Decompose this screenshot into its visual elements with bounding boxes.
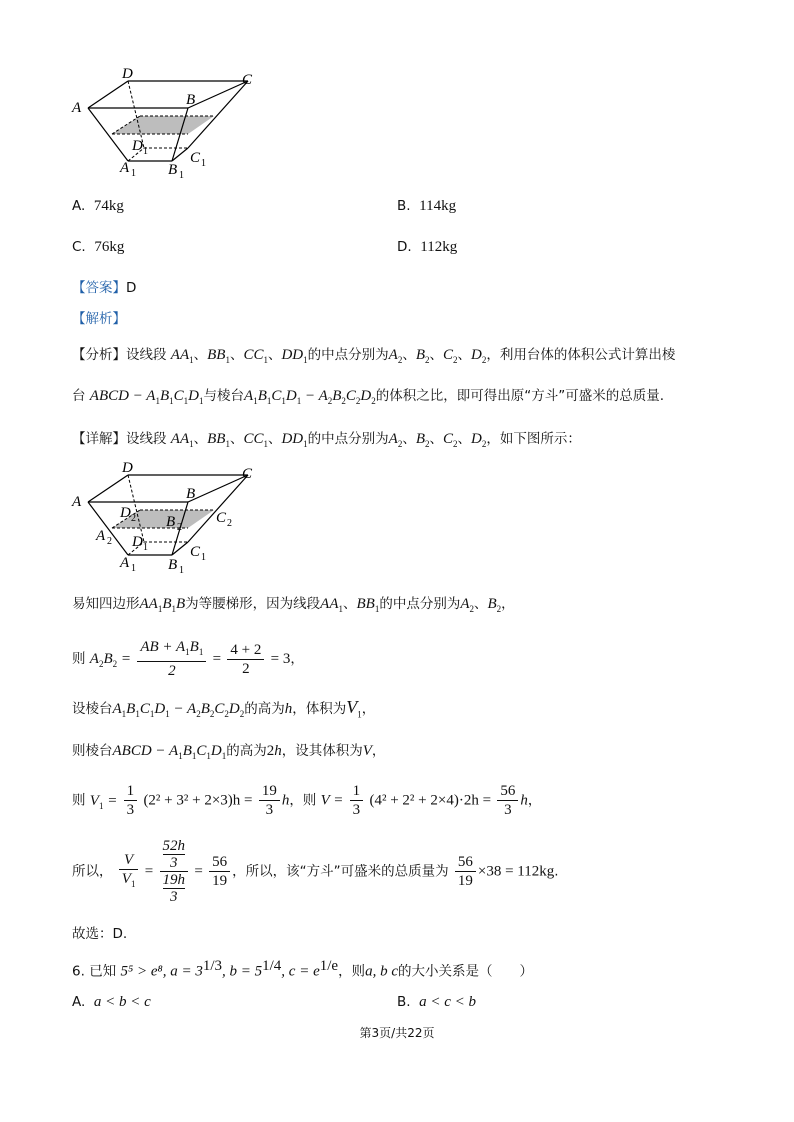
option-c-text: 76kg [94, 239, 125, 255]
option-a[interactable] [72, 198, 124, 215]
xj-sep-1: 、 [193, 431, 208, 447]
q6-text-3: 的大小关系是（ ） [397, 963, 533, 980]
body-text-13: 所以， [72, 863, 113, 880]
body-text-9: 的高为 [226, 743, 267, 759]
f2-label-D2: D [120, 505, 131, 521]
f2-label-C: C [242, 466, 253, 482]
f2-label-A2: A [96, 528, 106, 544]
f2-label-A2-sub: 2 [107, 536, 112, 547]
body-line-4: 则棱台ABCD − $A_1B_1C_1D_1$的高为2h，设其体积为V， [72, 743, 386, 761]
f2-label-B1-sub: 1 [179, 565, 184, 576]
q6-condition: 5⁵ > e⁸, a = 3 [120, 963, 203, 980]
label-D1-sub: 1 [143, 146, 148, 157]
answer-line [72, 276, 136, 296]
fenxi-line-1: 【分析】设线段 $AA_1$、$BB_1$、$CC_1$、$DD_1$的中点分别为$A_2$、$B_2$、$C_2$、$D_2$，利用台体的体积公式计算出棱 [72, 347, 676, 365]
ratio-num-bottom: 3 [170, 855, 178, 871]
option-d[interactable] [397, 239, 457, 256]
body-line-1: 易知四边形$AA_1B_1B$为等腰梯形，因为线段$AA_1$、$BB_1$的中点分别为$A_2$、$B_2$， [72, 596, 515, 614]
v-result-den: 3 [504, 802, 512, 818]
question-6: 6. 已知 5⁵ > e⁸, $a = 3^{1/3}$, $b = 5^{1/4}$, $c = e^{1/e}$，则a, b c的大小关系是（ ） [72, 958, 533, 980]
frac-42-den: 2 [242, 660, 250, 677]
f2-label-D1-sub: 1 [143, 542, 148, 553]
label-A: A [72, 100, 82, 116]
f2-label-D1: D [132, 534, 143, 550]
fenxi-text-1: 设线段 [126, 347, 167, 363]
xj-sep-6: 、 [457, 431, 471, 447]
body-line-6: 所以， $\frac{V}{V_1}$ = 52h 3 19h 3 = $\frac{56}{19}$ ，所以，该“方斗”可盛米的总质量为 $\frac{56}{19}$ ×38 = 112kg. [72, 838, 559, 905]
q6-text-1: 已知 [89, 963, 117, 980]
v1-result-den: 3 [265, 802, 274, 818]
f2-label-B: B [186, 486, 196, 502]
fenxi-text-6: 的体积之比，即可得出原“方斗”可盛米的总质量. [375, 388, 665, 404]
a2b2-result: = 3 [270, 651, 291, 667]
answer-value: D [126, 280, 137, 296]
fenxi-text-3: ，利用台体的体积公式计算出棱 [486, 347, 676, 363]
q6-option-a-text: a < b < c [93, 994, 151, 1010]
frac-ab-den: 2 [168, 663, 176, 679]
mid-section-shading [112, 116, 214, 134]
f2-label-A1: A [120, 555, 130, 571]
fenxi-text-5: 与棱台 [203, 388, 245, 404]
xj-sep-2: 、 [229, 431, 244, 447]
label-B1: B [168, 162, 178, 178]
xiangjie-text-1: 设线段 [126, 431, 167, 447]
q6-vars: a, b c [365, 963, 398, 980]
ratio-result-den: 19 [212, 873, 228, 889]
body-text-1: 易知四边形 [72, 596, 140, 612]
ratio-result-num: 56 [209, 853, 230, 872]
ratio-den-bottom: 3 [170, 889, 178, 905]
v1-expression: (2² + 3² + 2×3)h = [143, 792, 253, 809]
body-line-3: 设棱台$A_1B_1C_1D_1 - A_2B_2C_2D_2$的高为h，体积为$V_1$， [72, 697, 376, 720]
option-c-letter: C. [72, 239, 86, 255]
option-d-letter: D. [397, 239, 412, 255]
analysis-tag: 【解析】 [72, 311, 126, 327]
body-text-2: 为等腰梯形，因为线段 [185, 596, 321, 612]
f2-label-C1-sub: 1 [201, 552, 206, 563]
label-A1-sub: 1 [131, 168, 136, 179]
option-b[interactable] [397, 198, 456, 215]
body-sep-1: 、 [343, 596, 357, 612]
v-expression: (4² + 2² + 2×4)·2h = [369, 792, 492, 809]
xiangjie-text-2: 的中点分别为 [307, 431, 389, 447]
frustum-figure-1 [68, 66, 268, 186]
fenxi-sep-4: 、 [402, 347, 416, 363]
body-text-14: ，所以，该“方斗”可盛米的总质量为 [232, 863, 449, 880]
fenxi-sep-1: 、 [193, 347, 208, 363]
label-B1-sub: 1 [179, 170, 184, 181]
body-text-10: ，设其体积为 [281, 743, 363, 759]
fenxi-sep-6: 、 [457, 347, 471, 363]
xiangjie-text-3: ，如下图所示： [486, 431, 581, 447]
option-c[interactable] [72, 239, 124, 256]
f2-label-C1: C [190, 544, 201, 560]
body-text-3: 的中点分别为 [379, 596, 461, 612]
label-D1: D [132, 138, 143, 154]
frustum-figure-2 [68, 460, 268, 576]
fenxi-tag: 【分析】 [72, 347, 126, 363]
xiangjie-tag: 【详解】 [72, 431, 126, 447]
mass-frac-num: 56 [455, 853, 476, 872]
q6-option-a[interactable] [72, 994, 151, 1011]
q6-option-b-text: a < c < b [419, 994, 477, 1010]
f2-label-D: D [122, 460, 133, 476]
mass-frac-den: 19 [457, 873, 473, 889]
fenxi-sep-5: 、 [429, 347, 443, 363]
body-text-12: ，则 [289, 792, 317, 809]
body-line-2: 则 $A_2B_2$ = $\frac{AB + A_1B_1}{2}$ = $\frac{4 + 2}{2}$ = 3， [72, 639, 304, 679]
fenxi-sep-2: 、 [229, 347, 244, 363]
f2-label-C2-sub: 2 [227, 518, 232, 529]
f2-label-C2: C [216, 510, 227, 526]
body-text-5: 设棱台 [72, 701, 113, 717]
label-C1-sub: 1 [201, 158, 206, 169]
label-C1: C [190, 150, 201, 166]
choose-line: 故选：D. [72, 926, 128, 942]
label-A1: A [120, 160, 130, 176]
label-B: B [186, 92, 196, 108]
v1-result-num: 19 [259, 782, 280, 801]
q6-option-a-letter: A. [72, 994, 86, 1010]
body-text-4: 则 [72, 651, 86, 667]
answer-tag: 【答案】 [72, 280, 126, 296]
body-text-8: 则棱台 [72, 743, 113, 759]
page-footer: 第3页/共22页 [359, 1026, 435, 1040]
fenxi-text-4: 台 [72, 388, 86, 404]
xj-sep-4: 、 [402, 431, 416, 447]
f2-label-A1-sub: 1 [131, 563, 136, 574]
mass-result: ×38 = 112kg [477, 863, 555, 880]
q6-text-2: ，则 [338, 963, 366, 980]
body-text-11: 则 [72, 792, 86, 809]
v-result-num: 56 [497, 782, 518, 801]
label-D: D [122, 66, 133, 82]
xiangjie-line-1: 【详解】设线段 $AA_1$、$BB_1$、$CC_1$、$DD_1$的中点分别为$A_2$、$B_2$、$C_2$、$D_2$，如下图所示： [72, 431, 581, 449]
f2-label-B1: B [168, 557, 178, 573]
ratio-num-top: 52h [162, 838, 186, 854]
label-C: C [242, 72, 253, 88]
xj-sep-5: 、 [429, 431, 443, 447]
option-a-letter: A. [72, 198, 86, 214]
q6-number: 6. [72, 963, 85, 980]
option-d-text: 112kg [420, 239, 458, 255]
body-line-5: 则 $V_1$ = $\frac{1}{3}$ (2² + 3² + 2×3)h = $\frac{19}{3}$ h，则 V = $\frac{1}{3}$ (4² + 2² + 2×4)·2h = $\frac{56}{3}$ h， [72, 783, 542, 818]
f2-label-A: A [72, 494, 82, 510]
fenxi-text-2: 的中点分别为 [307, 347, 389, 363]
q6-option-b[interactable] [397, 994, 476, 1011]
body-text-7: ，体积为 [292, 701, 347, 717]
option-a-text: 74kg [93, 198, 124, 214]
fenxi-line-2: 台 ABCD − $A_1B_1C_1D_1$与棱台$A_1B_1C_1D_1 - A_2B_2C_2D_2$的体积之比，即可得出原“方斗”可盛米的总质量. [72, 388, 665, 406]
fenxi-sep-3: 、 [267, 347, 282, 363]
q6-option-b-letter: B. [397, 994, 411, 1010]
frac-42-num: 4 + 2 [227, 641, 264, 660]
body-sep-2: 、 [474, 596, 488, 612]
f2-label-D2-sub: 2 [131, 513, 136, 524]
option-b-letter: B. [397, 198, 411, 214]
ratio-den-top: 19h [162, 872, 186, 888]
option-b-text: 114kg [419, 198, 457, 214]
f2-label-B2: B [166, 514, 176, 530]
f2-label-B2-sub: 2 [177, 522, 182, 533]
frac-ab-num: AB + A [140, 639, 186, 655]
body-text-6: 的高为 [244, 701, 285, 717]
xj-sep-3: 、 [267, 431, 282, 447]
